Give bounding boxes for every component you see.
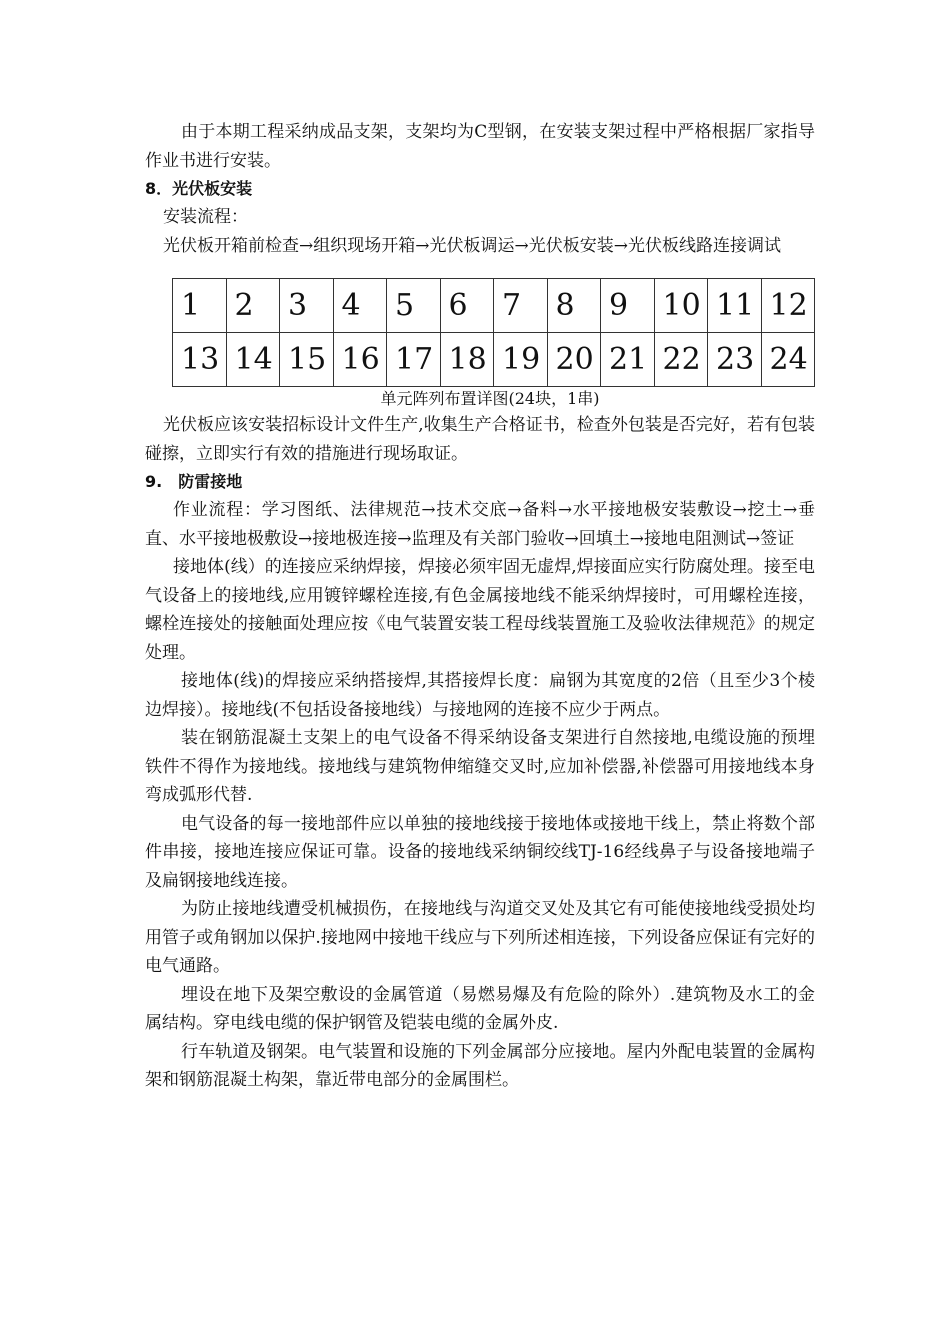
table-cell: 17 xyxy=(387,333,441,387)
paragraph-bracket: 由于本期工程采纳成品支架，支架均为C型钢，在安装支架过程中严格根据厂家指导作业书进行安装。 xyxy=(145,122,815,171)
table-cell: 1 xyxy=(173,279,227,333)
table-cell: 2 xyxy=(226,279,280,333)
paragraph: 为防止接地线遭受机械损伤，在接地线与沟道交叉处及其它有可能使接地线受损处均用管子或角钢加以保护.接地网中接地干线应与下列所述相连接，下列设备应保证有完好的电气通路。 xyxy=(145,899,815,976)
table-cell: 20 xyxy=(547,333,601,387)
table-cell: 9 xyxy=(601,279,655,333)
table-caption: 单元阵列布置详图(24块，1串) xyxy=(380,389,600,408)
paragraph: 接地体(线)的焊接应采纳搭接焊,其搭接焊长度：扁钢为其宽度的2倍（且至少3个棱边焊接）。接地线(不包括设备接地线）与接地网的连接不应少于两点。 xyxy=(145,671,815,720)
table-cell: 5 xyxy=(387,279,441,333)
table-cell: 11 xyxy=(708,279,762,333)
table-cell: 3 xyxy=(280,279,334,333)
table-cell: 6 xyxy=(440,279,494,333)
table-cell: 24 xyxy=(761,333,815,387)
table-cell: 13 xyxy=(173,333,227,387)
table-cell: 16 xyxy=(333,333,387,387)
install-process: 光伏板开箱前检查→组织现场开箱→光伏板调运→光伏板安装→光伏板线路连接调试 xyxy=(163,235,781,256)
table-cell: 18 xyxy=(440,333,494,387)
table-row xyxy=(173,279,815,333)
table-cell: 19 xyxy=(494,333,548,387)
section-9-heading: 9. 防雷接地 xyxy=(145,472,243,491)
table-cell: 4 xyxy=(333,279,387,333)
paragraph: 装在钢筋混凝土支架上的电气设备不得采纳设备支架进行自然接地,电缆设施的预埋铁件不得作为接地线。接地线与建筑物伸缩缝交叉时,应加补偿器,补偿器可用接地线本身弯成弧形代替. xyxy=(145,728,815,805)
spacer xyxy=(145,260,815,278)
paragraph-after-table: 光伏板应该安装招标设计文件生产,收集生产合格证书，检查外包装是否完好，若有包装碰擦，立即实行有效的措施进行现场取证。 xyxy=(145,415,815,464)
table-cell: 15 xyxy=(280,333,334,387)
paragraph: 接地体(线）的连接应采纳焊接，焊接必须牢固无虚焊,焊接面应实行防腐处理。接至电气设备上的接地线,应用镀锌螺栓连接,有色金属接地线不能采纳焊接时，可用螺栓连接，螺栓连接处的接触面处理应按《电气装置安装工程母线装置施工及验收法律规范》的规定处理。 xyxy=(145,557,815,663)
process-label: 安装流程： xyxy=(163,207,248,227)
paragraph: 埋设在地下及架空敷设的金属管道（易燃易爆及有危险的除外）.建筑物及水工的金属结构。穿电线电缆的保护钢管及铠装电缆的金属外皮. xyxy=(145,984,815,1033)
table-cell: 23 xyxy=(708,333,762,387)
panel-array-table xyxy=(172,278,815,387)
table-cell: 14 xyxy=(226,333,280,387)
table-cell: 10 xyxy=(654,279,708,333)
paragraph: 作业流程：学习图纸、法律规范→技术交底→备料→水平接地极安装敷设→挖土→垂直、水平接地极敷设→接地极连接→监理及有关部门验收→回填土→接地电阻测试→签证 xyxy=(145,500,815,549)
table-cell: 8 xyxy=(547,279,601,333)
table-row xyxy=(173,333,815,387)
paragraph: 行车轨道及钢架。电气装置和设施的下列金属部分应接地。屋内外配电装置的金属构架和钢筋混凝土构架，靠近带电部分的金属围栏。 xyxy=(145,1041,815,1090)
document-page xyxy=(145,118,815,1095)
paragraph: 电气设备的每一接地部件应以单独的接地线接于接地体或接地干线上，禁止将数个部件串接，接地连接应保证可靠。设备的接地线采纳铜绞线TJ-16经线鼻子与设备接地端子及扁钢接地线连接。 xyxy=(145,813,815,891)
table-cell: 22 xyxy=(654,333,708,387)
table-cell: 7 xyxy=(494,279,548,333)
section-8-heading: 8．光伏板安装 xyxy=(145,179,253,198)
table-cell: 21 xyxy=(601,333,655,387)
table-cell: 12 xyxy=(761,279,815,333)
